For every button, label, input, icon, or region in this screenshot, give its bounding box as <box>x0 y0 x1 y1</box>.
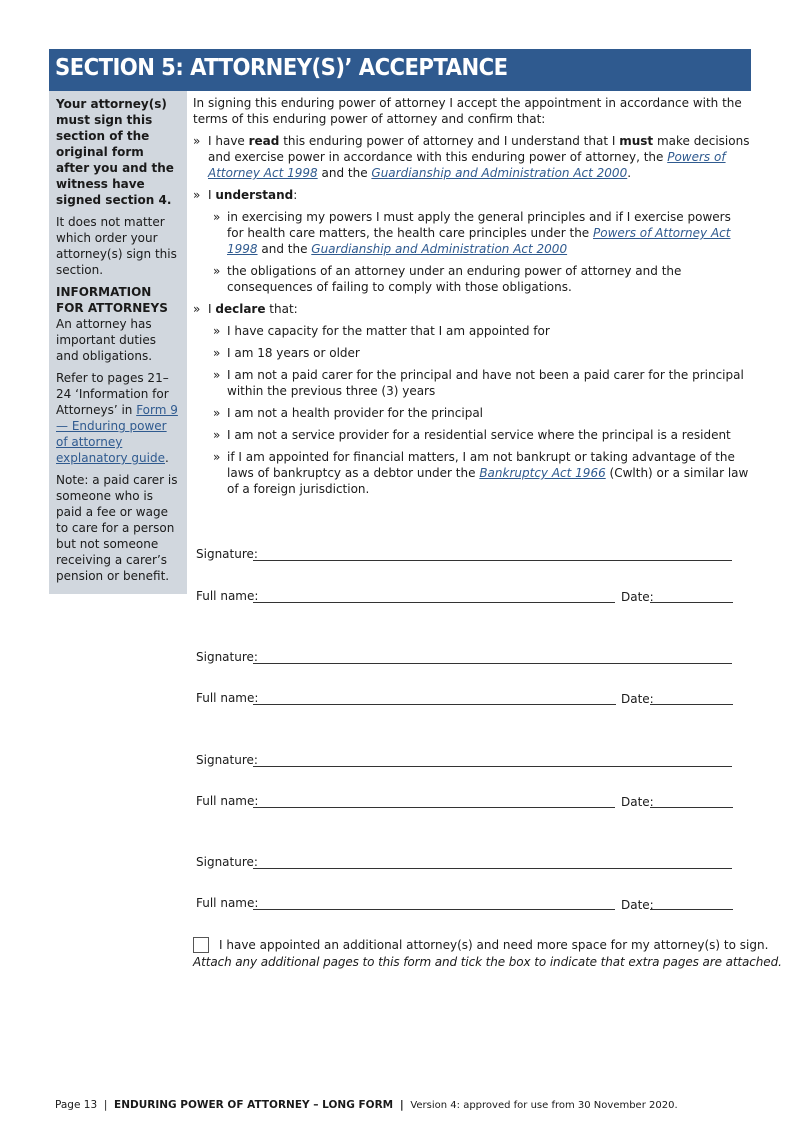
bullet-marker: » <box>213 264 221 278</box>
date-field[interactable] <box>650 807 733 808</box>
declare-subitem: » if I am appointed for financial matters, I am not bankrupt or taking advantage of the laws of bankruptcy as a debtor under the Bankruptcy Act 1966 (Cwlth) or a similar law of a foreign jurisdiction. <box>213 450 749 496</box>
intro-paragraph: In signing this enduring power of attorney I accept the appointment in accordance with the terms of this enduring power of attorney and confirm that: <box>193 96 742 126</box>
bullet-marker: » <box>193 134 201 148</box>
fullname-label: Full name: <box>196 896 259 910</box>
fullname-field[interactable] <box>253 602 615 603</box>
sidebar-intro: Your attorney(s) must sign this section of the original form after you and the witness have signed section 4. <box>56 97 174 207</box>
date-label: Date: <box>621 590 654 604</box>
declare-item: » I declare that: <box>193 302 298 316</box>
declare-subitem: » I am not a service provider for a residential service where the principal is a resident <box>213 428 731 442</box>
sidebar-refer: Refer to pages 21–24 ‘Information for Attorneys’ in Form 9 — Enduring power of attorney explanatory guide. <box>56 371 178 465</box>
declare-subitem: » I am not a health provider for the principal <box>213 406 484 420</box>
understand-item: » I understand: <box>193 188 298 202</box>
fullname-field[interactable] <box>253 909 615 910</box>
guardianship-act-link[interactable]: Guardianship and Administration Act 2000 <box>311 242 568 256</box>
footer-version: Version 4: approved for use from 30 November 2020. <box>410 1100 678 1111</box>
fullname-label: Full name: <box>196 691 259 705</box>
additional-attorney-label: I have appointed an additional attorney(s) and need more space for my attorney(s) to sign. <box>219 938 769 952</box>
acceptance-text <box>193 95 751 497</box>
powers-of-attorney-act-link[interactable]: Powers of Attorney Act 1998 <box>227 226 731 256</box>
signature-label: Signature: <box>196 547 258 561</box>
read-item: » I have read this enduring power of attorney and I understand that I must make decisions and exercise power in accordance with this enduring power of attorney, the Powers of Attorney Act 1998 and the Guardianship and Administration Act 2000. <box>193 134 750 180</box>
footer-separator: | <box>103 1099 108 1111</box>
bullet-marker: » <box>213 210 221 224</box>
page-footer <box>55 1099 678 1111</box>
fullname-field[interactable] <box>253 807 615 808</box>
date-label: Date: <box>621 795 654 809</box>
sidebar-notes <box>49 91 187 594</box>
signature-label: Signature: <box>196 855 258 869</box>
guardianship-act-link[interactable]: Guardianship and Administration Act 2000 <box>371 166 628 180</box>
sidebar-info-text: An attorney has important duties and obligations. <box>56 317 156 363</box>
sidebar-order-note: It does not matter which order your attorney(s) sign this section. <box>56 215 177 277</box>
footer-form-title: ENDURING POWER OF ATTORNEY – LONG FORM <box>114 1099 394 1111</box>
signature-field[interactable] <box>253 560 732 561</box>
date-label: Date: <box>621 692 654 706</box>
page-number: Page 13 <box>55 1099 98 1111</box>
fullname-label: Full name: <box>196 589 259 603</box>
date-field[interactable] <box>650 602 733 603</box>
date-field[interactable] <box>650 704 733 705</box>
date-label: Date: <box>621 898 654 912</box>
fullname-label: Full name: <box>196 794 259 808</box>
additional-attorney-checkbox[interactable] <box>193 937 209 953</box>
footer-separator: | <box>399 1099 404 1111</box>
fullname-field[interactable] <box>253 704 616 705</box>
bullet-marker: » <box>193 188 201 202</box>
signature-label: Signature: <box>196 650 258 664</box>
bankruptcy-act-link[interactable]: Bankruptcy Act 1966 <box>479 466 606 480</box>
declare-subitem: » I am not a paid carer for the principal and have not been a paid carer for the principal within the previous three (3) years <box>213 368 744 398</box>
declare-subitem: » I have capacity for the matter that I am appointed for <box>213 324 550 338</box>
sidebar-info-heading: INFORMATION FOR ATTORNEYS <box>56 285 168 315</box>
explanatory-guide-link[interactable]: Form 9 — Enduring power of attorney explanatory guide <box>56 403 178 465</box>
signature-label: Signature: <box>196 753 258 767</box>
signature-field[interactable] <box>253 766 732 767</box>
section-title: SECTION 5: ATTORNEY(S)’ ACCEPTANCE <box>55 55 508 81</box>
additional-pages-note: Attach any additional pages to this form and tick the box to indicate that extra pages are attached. <box>193 955 782 969</box>
declare-subitem: » I am 18 years or older <box>213 346 360 360</box>
date-field[interactable] <box>650 909 733 910</box>
section-header <box>49 49 751 91</box>
sidebar-paid-carer-note: Note: a paid carer is someone who is paid a fee or wage to care for a person but not someone receiving a carer’s pension or benefit. <box>56 473 178 583</box>
powers-of-attorney-act-link[interactable]: Powers of Attorney Act 1998 <box>208 150 726 180</box>
signature-field[interactable] <box>253 663 732 664</box>
understand-subitem: » the obligations of an attorney under an enduring power of attorney and the consequences of failing to comply with those obligations. <box>213 264 682 294</box>
understand-subitem: » in exercising my powers I must apply the general principles and if I exercise powers for health care matters, the health care principles under the Powers of Attorney Act 1998 and the Guardianship and Administration Act 2000 <box>213 210 731 256</box>
signature-field[interactable] <box>253 868 732 869</box>
bullet-marker: » <box>193 302 201 316</box>
